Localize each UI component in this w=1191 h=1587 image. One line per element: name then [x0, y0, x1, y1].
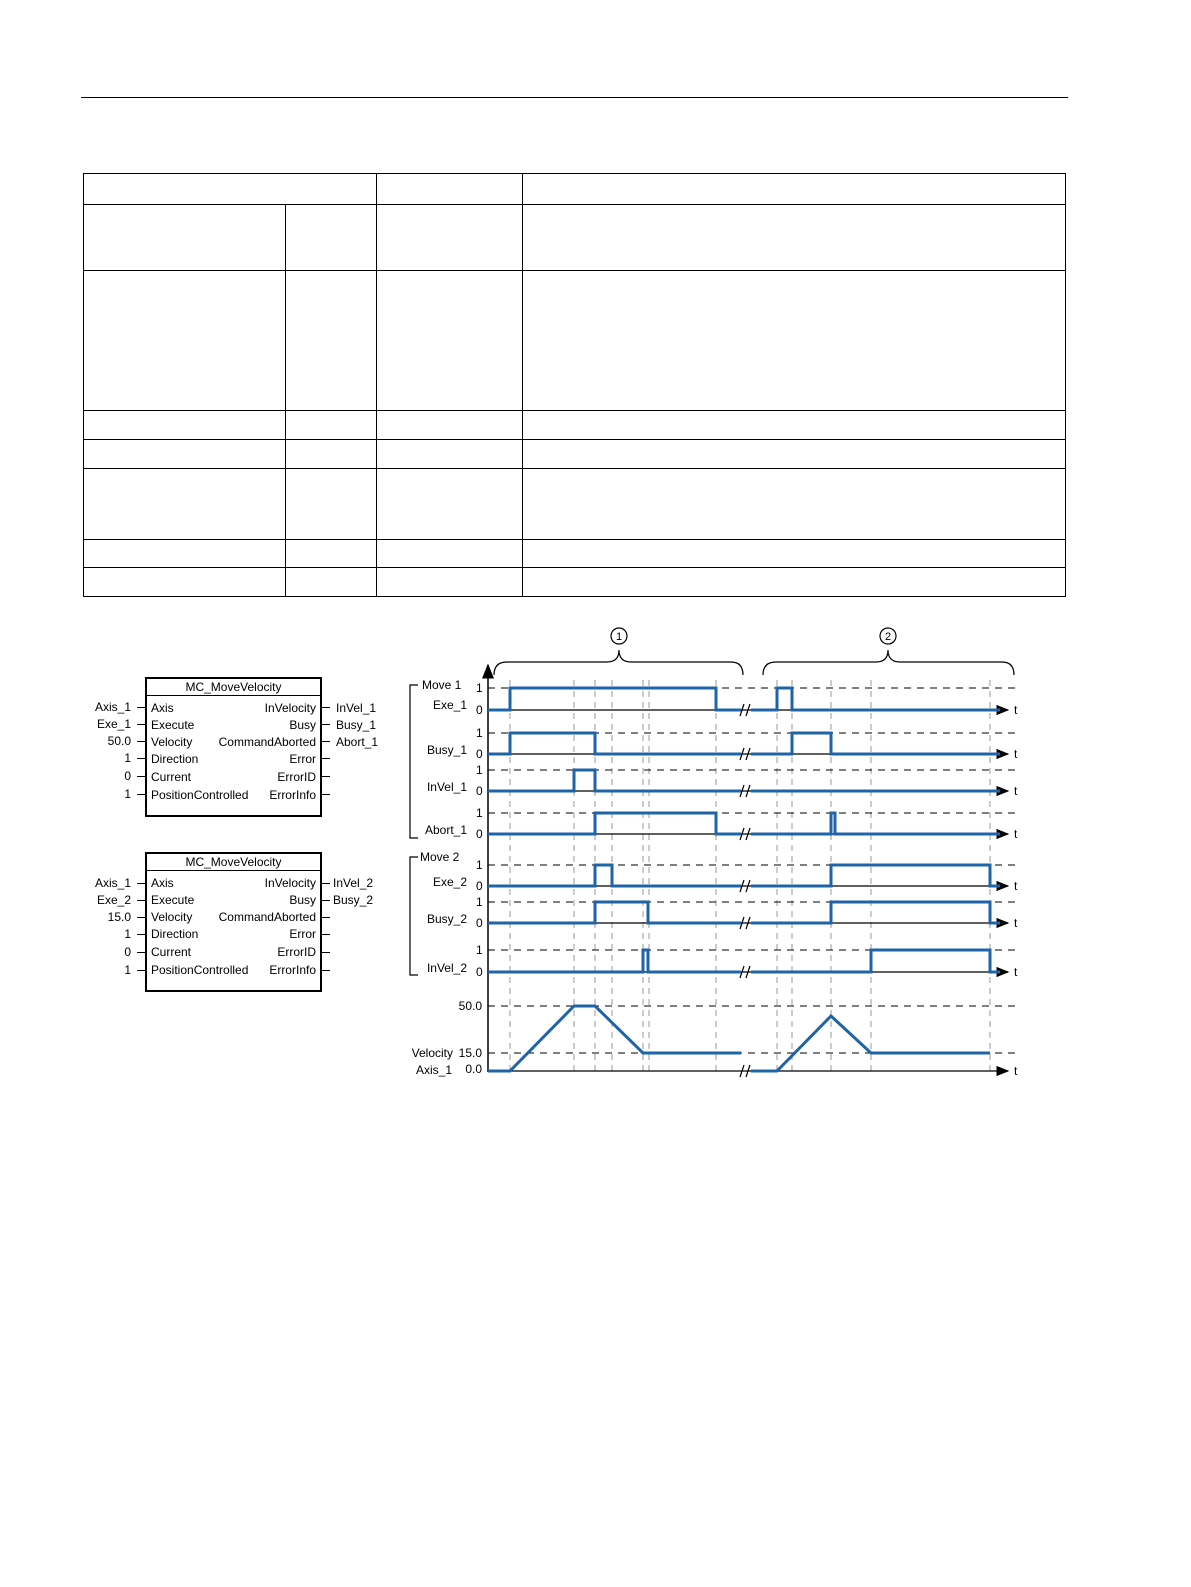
level-high-label: 1 — [476, 681, 483, 695]
waveform — [751, 950, 1000, 972]
group-label-move2: Move 2 — [420, 850, 460, 864]
waveform — [751, 813, 1000, 834]
level-high-label: 1 — [476, 943, 483, 957]
pin-direction: Direction — [151, 752, 199, 766]
level-high-label: 1 — [476, 895, 483, 909]
pin-errorid: ErrorID — [277, 945, 316, 959]
pin-positioncontrolled: PositionControlled — [151, 788, 249, 802]
input-value: 0 — [124, 769, 131, 783]
pin-velocity: Velocity — [151, 735, 193, 749]
input-value: 15.0 — [107, 910, 131, 924]
trace-label: Abort_1 — [424, 823, 467, 837]
marker-1-label: 1 — [615, 631, 623, 643]
pin-busy: Busy — [289, 718, 316, 732]
waveform — [488, 902, 741, 923]
input-value: 1 — [124, 927, 131, 941]
input-value: 0 — [124, 945, 131, 959]
waveform — [488, 865, 741, 886]
pin-error: Error — [289, 927, 316, 941]
level-low-label: 0 — [476, 965, 483, 979]
pin-axis: Axis — [151, 701, 174, 715]
trace-label: Exe_1 — [432, 698, 467, 712]
pin-axis: Axis — [151, 876, 174, 890]
trace-exe_2 — [433, 858, 1018, 893]
input-value: Axis_1 — [94, 876, 131, 890]
waveform — [488, 733, 741, 754]
input-value: 50.0 — [107, 734, 131, 748]
input-value: 1 — [124, 787, 131, 801]
input-value: 1 — [124, 751, 131, 765]
waveform — [751, 688, 1000, 710]
pin-positioncontrolled: PositionControlled — [151, 963, 249, 977]
pin-execute: Execute — [151, 893, 195, 907]
waveform — [751, 733, 1000, 754]
waveform — [488, 688, 741, 710]
level-low-label: 0 — [476, 879, 483, 893]
velocity-axis-label: Axis_1 — [415, 1063, 452, 1077]
pin-invelocity: InVelocity — [264, 701, 316, 715]
waveform — [488, 950, 741, 972]
level-low-label: 0 — [476, 747, 483, 761]
section-marker-2 — [763, 628, 1014, 675]
trace-label: Busy_1 — [426, 743, 467, 757]
pin-current: Current — [151, 945, 192, 959]
level-high-label: 1 — [476, 806, 483, 820]
trace-label: Exe_2 — [432, 875, 467, 889]
time-label: t — [1014, 879, 1018, 893]
trace-abort_1 — [425, 806, 1018, 841]
section-marker-1 — [494, 628, 743, 675]
waveform — [488, 813, 741, 834]
trace-exe_1 — [433, 681, 1018, 717]
level-low-label: 0 — [476, 916, 483, 930]
group-label-move1: Move 1 — [422, 678, 462, 692]
level-high-label: 1 — [476, 726, 483, 740]
velocity-tick-50: 50.0 — [458, 999, 482, 1013]
group-bracket-move2 — [410, 857, 418, 975]
trace-busy_1 — [427, 726, 1018, 761]
pin-invelocity: InVelocity — [264, 876, 316, 890]
level-high-label: 1 — [476, 763, 483, 777]
pin-velocity: Velocity — [151, 910, 193, 924]
output-value: Busy_1 — [336, 718, 377, 732]
time-label: t — [1014, 827, 1018, 841]
time-label: t — [1014, 747, 1018, 761]
output-value: InVel_1 — [336, 701, 377, 715]
level-low-label: 0 — [476, 703, 483, 717]
output-value: InVel_2 — [333, 876, 374, 890]
function-block-title: MC_MoveVelocity — [147, 854, 320, 871]
time-label: t — [1014, 965, 1018, 979]
pin-commandaborted: CommandAborted — [218, 910, 316, 924]
level-low-label: 0 — [476, 827, 483, 841]
input-value: Exe_2 — [96, 893, 131, 907]
level-low-label: 0 — [476, 784, 483, 798]
time-label: t — [1014, 703, 1018, 717]
pin-error: Error — [289, 752, 316, 766]
trace-busy_2 — [427, 895, 1018, 930]
pin-current: Current — [151, 770, 192, 784]
time-label: t — [1014, 784, 1018, 798]
output-value: Busy_2 — [333, 893, 374, 907]
group-bracket-move1 — [410, 685, 418, 838]
level-high-label: 1 — [476, 858, 483, 872]
trace-label: InVel_2 — [426, 961, 467, 975]
pin-errorid: ErrorID — [277, 770, 316, 784]
velocity-label: Velocity — [411, 1046, 453, 1060]
trace-label: Busy_2 — [426, 912, 467, 926]
input-value: Axis_1 — [94, 700, 131, 714]
pin-errorinfo: ErrorInfo — [269, 788, 316, 802]
velocity-tick-15: 15.0 — [458, 1046, 482, 1060]
function-block-title: MC_MoveVelocity — [147, 679, 320, 696]
trace-label: InVel_1 — [426, 780, 467, 794]
pin-busy: Busy — [289, 893, 316, 907]
time-label: t — [1014, 916, 1018, 930]
input-value: Exe_1 — [96, 717, 131, 731]
waveform — [751, 865, 1000, 886]
marker-2-label: 2 — [884, 631, 892, 643]
time-label: t — [1014, 1064, 1018, 1078]
pin-commandaborted: CommandAborted — [218, 735, 316, 749]
velocity-tick-0: 0.0 — [465, 1062, 482, 1076]
pin-errorinfo: ErrorInfo — [269, 963, 316, 977]
waveform — [488, 770, 741, 791]
waveform — [751, 902, 1000, 923]
pin-execute: Execute — [151, 718, 195, 732]
trace-invel_1 — [427, 763, 1018, 798]
pin-direction: Direction — [151, 927, 199, 941]
trace-invel_2 — [427, 943, 1018, 979]
output-value: Abort_1 — [336, 735, 379, 749]
input-value: 1 — [124, 963, 131, 977]
velocity-profile-1 — [488, 1006, 741, 1071]
